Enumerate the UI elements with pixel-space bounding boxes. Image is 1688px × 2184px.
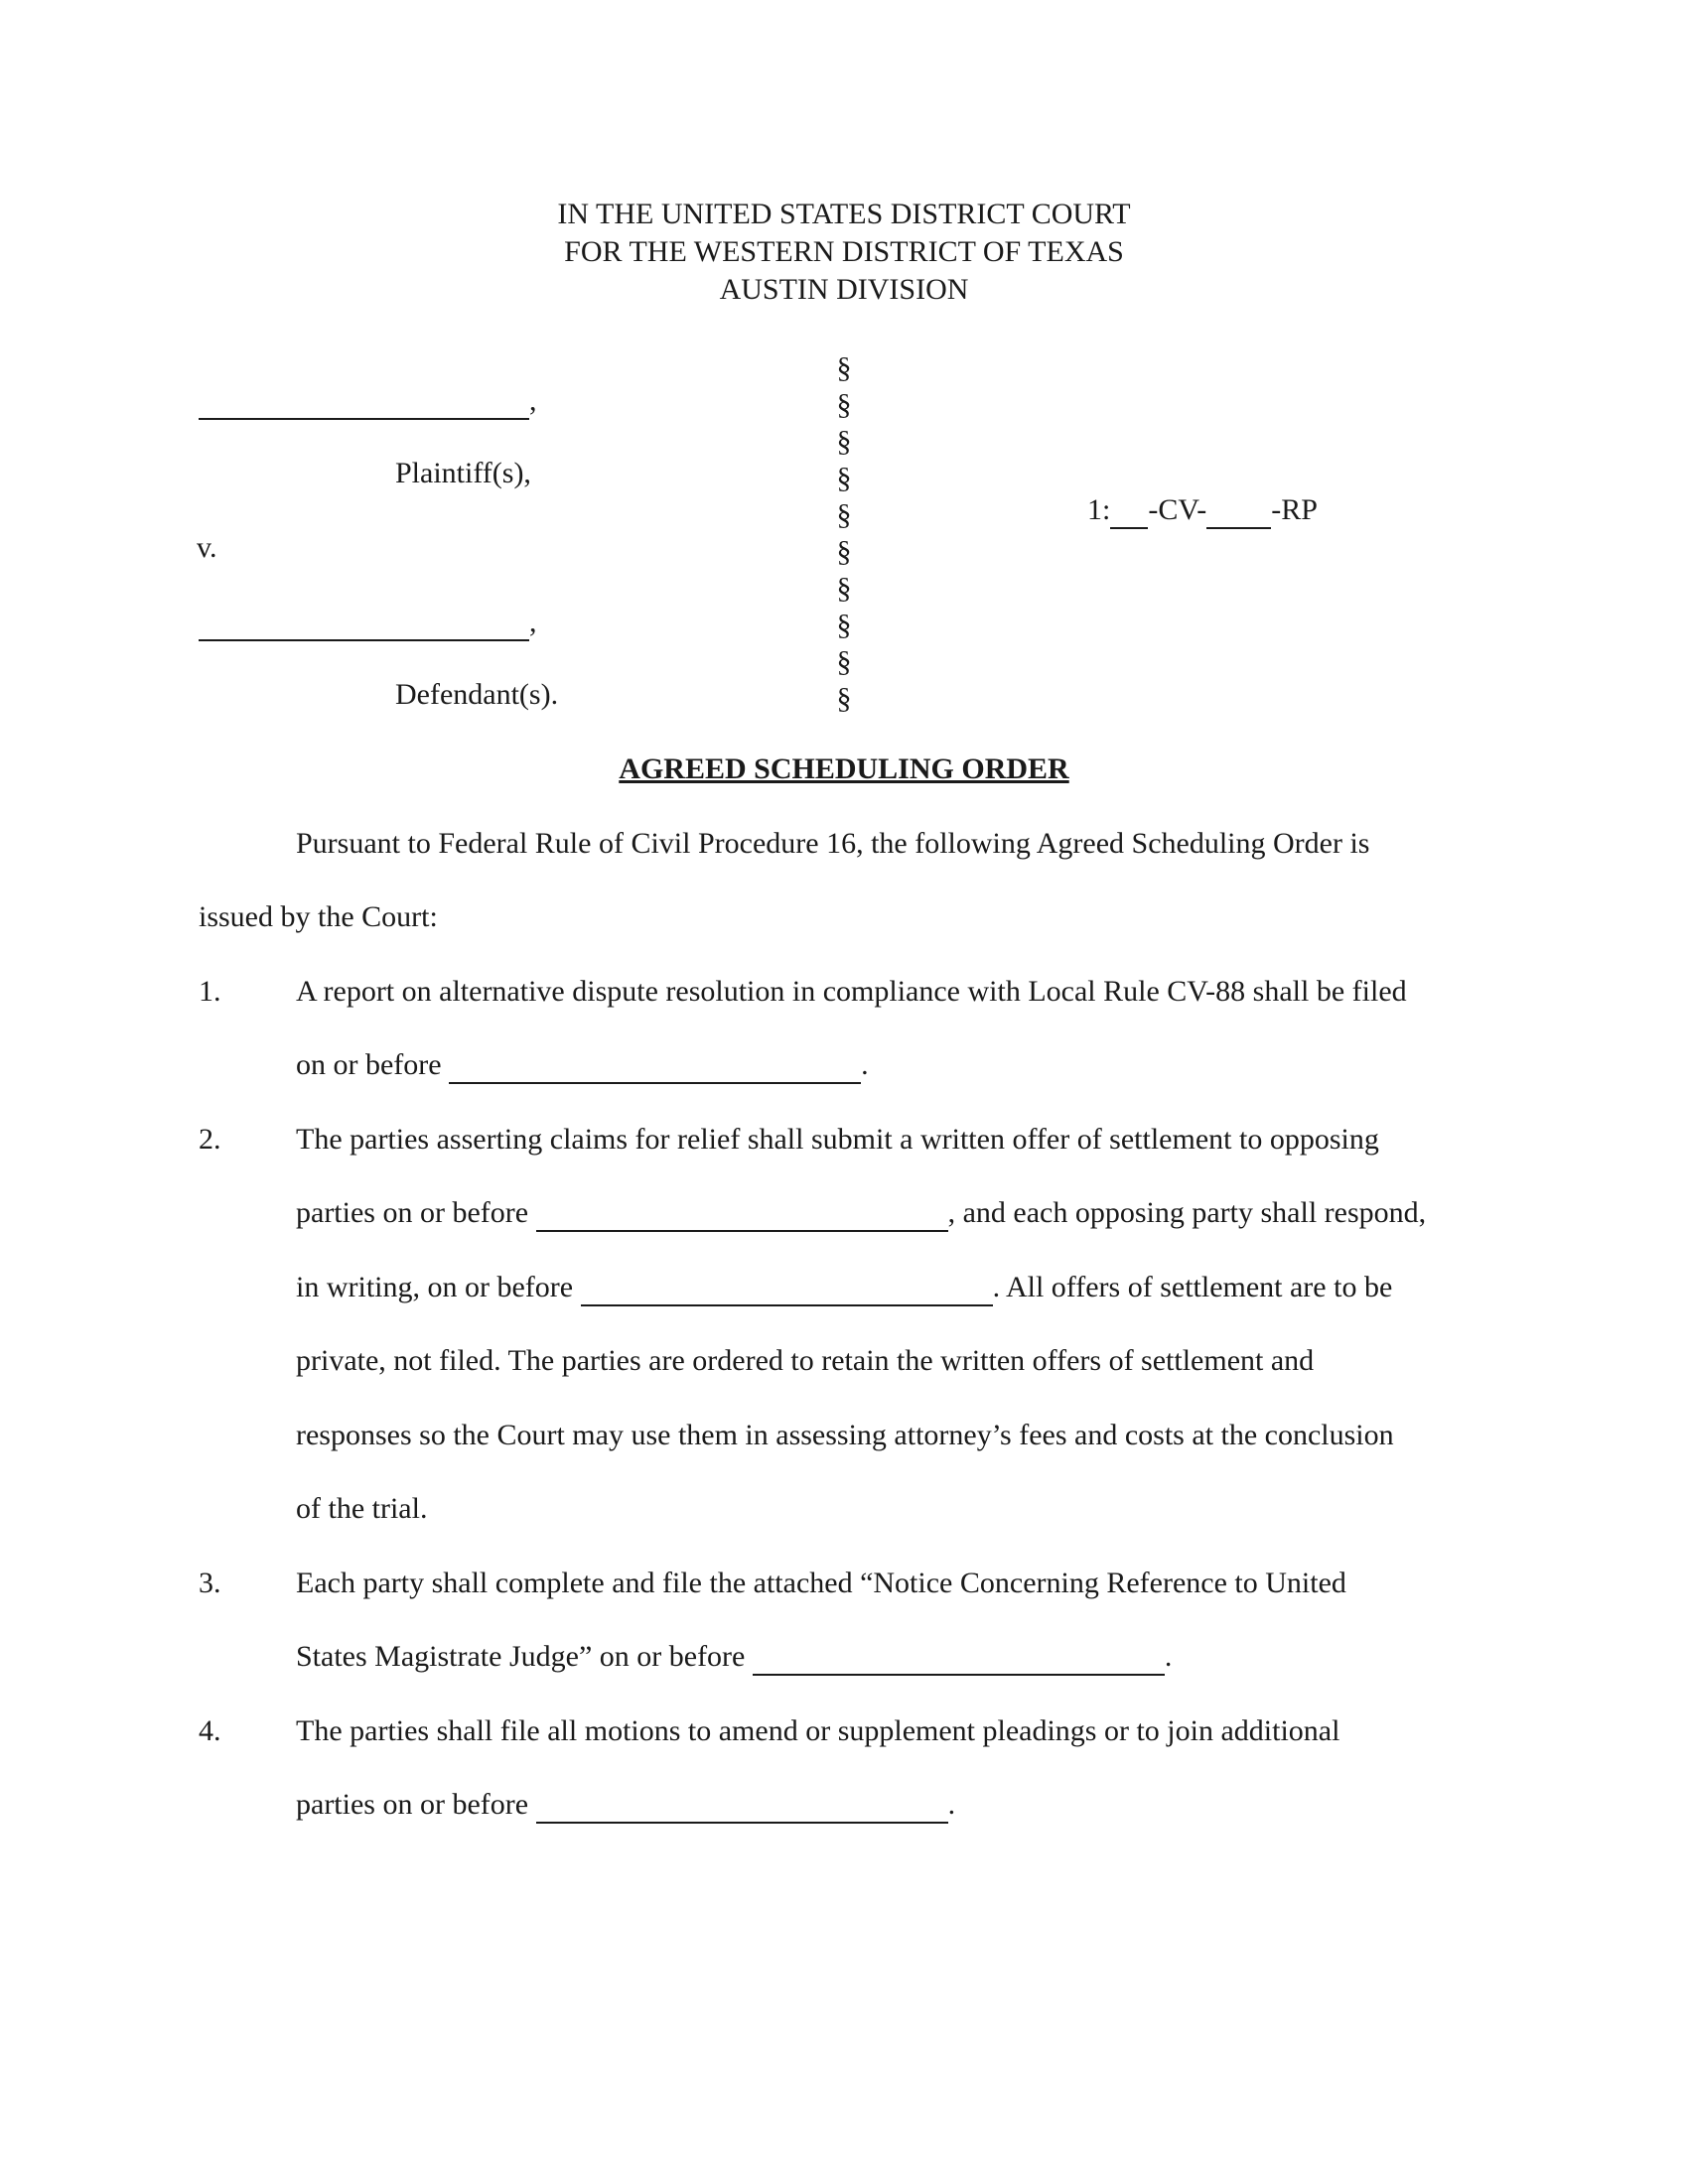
item-2-line-6: of the trial. [296,1492,428,1525]
item-2-line-1: The parties asserting claims for relief shall submit a written offer of settlement to opposing [296,1123,1379,1156]
defendant-name-field[interactable] [199,606,537,641]
plaintiff-label: Plaintiff(s), [395,457,531,489]
section-symbol: § [836,351,852,384]
item-4-line-2 [296,1788,955,1824]
item-number: 1. [199,975,221,1008]
adr-report-date-field[interactable] [449,1048,861,1084]
section-symbol: § [836,462,852,494]
section-symbol: § [836,572,852,605]
versus-label: v. [197,531,217,564]
court-name-line: IN THE UNITED STATES DISTRICT COURT [557,198,1131,230]
item-3-line-2 [296,1640,1172,1676]
item-2-line-3-suffix: . All offers of settlement are to be [992,1271,1393,1303]
section-symbol: § [836,425,852,458]
settlement-offer-date-field[interactable] [536,1196,948,1232]
case-sequence-field[interactable] [1206,493,1271,529]
case-year-field[interactable] [1110,493,1148,529]
item-3-suffix: . [1164,1640,1173,1673]
item-2-prefix: parties on or before [296,1196,529,1229]
item-2-line-3 [296,1271,1392,1306]
plaintiff-name-field[interactable] [199,384,537,420]
settlement-response-date-field[interactable] [581,1271,993,1306]
section-symbol: § [836,609,852,641]
case-number [1087,493,1318,529]
item-4-suffix: . [947,1788,956,1821]
section-symbol: § [836,645,852,678]
defendant-comma: , [529,606,537,638]
item-3-prefix: States Magistrate Judge” on or before [296,1640,746,1673]
case-number-suffix: -RP [1271,493,1318,526]
item-number: 2. [199,1123,221,1156]
case-number-prefix: 1: [1087,493,1111,526]
document-title: AGREED SCHEDULING ORDER [619,752,1069,785]
item-1-prefix: on or before [296,1048,442,1081]
item-2-line-5: responses so the Court may use them in assessing attorney’s fees and costs at the conclusion [296,1419,1394,1451]
magistrate-notice-date-field[interactable] [753,1640,1165,1676]
section-symbol: § [836,498,852,531]
item-1-suffix: . [861,1048,869,1081]
item-4-line-1: The parties shall file all motions to amend or supplement pleadings or to join additional [296,1714,1340,1747]
item-2-line-2-suffix: , and each opposing party shall respond, [947,1196,1427,1229]
item-2-line-3-prefix: in writing, on or before [296,1271,574,1303]
item-1-line-1: A report on alternative dispute resolution in compliance with Local Rule CV-88 shall be filed [296,975,1407,1008]
item-4-prefix: parties on or before [296,1788,529,1821]
item-1-line-2 [296,1048,869,1084]
district-line: FOR THE WESTERN DISTRICT OF TEXAS [564,235,1124,268]
item-number: 3. [199,1567,221,1599]
item-2-line-2 [296,1196,1426,1232]
case-number-middle: -CV- [1148,493,1207,526]
plaintiff-comma: , [529,384,537,417]
section-symbol: § [836,682,852,715]
item-number: 4. [199,1714,221,1747]
item-3-line-1: Each party shall complete and file the attached “Notice Concerning Reference to United [296,1567,1346,1599]
item-2-line-4: private, not filed. The parties are ordered to retain the written offers of settlement and [296,1344,1315,1377]
amend-pleadings-date-field[interactable] [536,1788,948,1824]
section-symbol: § [836,535,852,568]
division-line: AUSTIN DIVISION [719,273,969,306]
defendant-label: Defendant(s). [395,678,559,711]
intro-line-2: issued by the Court: [199,900,438,933]
section-symbol: § [836,388,852,421]
intro-line-1: Pursuant to Federal Rule of Civil Procedure 16, the following Agreed Scheduling Order is [296,827,1370,860]
